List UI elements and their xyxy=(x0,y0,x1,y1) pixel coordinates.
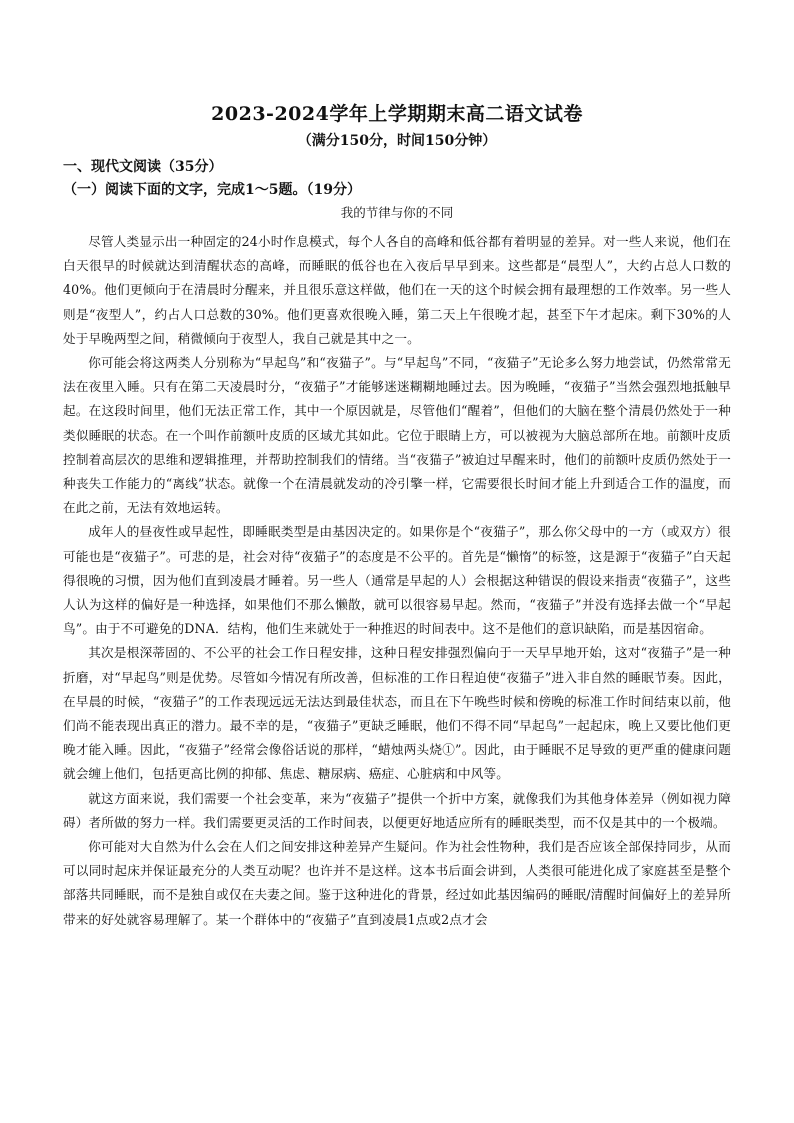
paragraph: 成年人的昼夜性或早起性，即睡眠类型是由基因决定的。如果你是个“夜猫子”，那么你父母中的一方（或双方）很可能也是“夜猫子”。可悲的是，社会对待“夜猫子”的态度是不公平的。首先是“懒惰”的标签，这是源于“夜猫子”白天起得很晚的习惯，因为他们直到凌晨才睡着。另一些人（通常是早起的人）会根据这种错误的假设来指责“夜猫子”，这些人认为这样的偏好是一种选择，如果他们不那么懒散，就可以很容易早起。然而，“夜猫子”并没有选择去做一个“早起鸟”。由于不可避免的DNA．结构，他们生来就处于一种推迟的时间表中。这不是他们的意识缺陷，而是基因宿命。 xyxy=(63,524,731,637)
paragraph: 尽管人类显示出一种固定的24小时作息模式，每个人各自的高峰和低谷都有着明显的差异。对一些人来说，他们在白天很早的时候就达到清醒状态的高峰，而睡眠的低谷也在入夜后早早到来。这些都是“晨型人”，大约占总人口数的40%。他们更倾向于在清晨时分醒来，并且很乐意这样做，他们在一天的这个时候会拥有最理想的工作效率。另一些人则是“夜型人”，约占人口总数的30%。他们更喜欢很晚入睡，第二天上午很晚才起，甚至下午才起床。剩下30%的人处于早晚两型之间，稍微倾向于夜型人，我自己就是其中之一。 xyxy=(63,234,731,346)
exam-subtitle: （满分150分，时间150分钟） xyxy=(297,133,497,149)
article-body xyxy=(63,230,731,932)
exam-title: 2023-2024学年上学期期末高二语文试卷 xyxy=(211,103,583,125)
paragraph: 其次是根深蒂固的、不公平的社会工作日程安排，这种日程安排强烈偏向于一天早早地开始，这对“夜猫子”是一种折磨，对“早起鸟”则是优势。尽管如今情况有所改善，但标准的工作日程迫使“夜猫子”进入非自然的睡眠节奏。因此，在早晨的时候，“夜猫子”的工作表现远远无法达到最佳状态，而且在下午晚些时候和傍晚的标准工作时间结束以前，他们尚不能表现出真正的潜力。最不幸的是，“夜猫子”更缺乏睡眠，他们不得不同“早起鸟”一起起床，晚上又要比他们更晚才能入睡。因此，“夜猫子”经常会像俗话说的那样，“蜡烛两头烧①”。因此，由于睡眠不足导致的更严重的健康问题就会缠上他们，包括更高比例的抑郁、焦虑、糖尿病、癌症、心脏病和中风等。 xyxy=(63,645,731,782)
paragraph: 就这方面来说，我们需要一个社会变革，来为“夜猫子”提供一个折中方案，就像我们为其他身体差异（例如视力障碍）者所做的努力一样。我们需要更灵活的工作时间表，以便更好地适应所有的睡眠类型，而不仅是其中的一个极端。 xyxy=(63,790,731,830)
section-heading: 一、现代文阅读（35分） xyxy=(63,159,223,175)
paragraph: 你可能会将这两类人分别称为“早起鸟”和“夜猫子”。与“早起鸟”不同，“夜猫子”无论多么努力地尝试，仍然常常无法在夜里入睡。只有在第二天凌晨时分，“夜猫子”才能够迷迷糊糊地睡过去。因为晚睡，“夜猫子”当然会强烈地抵触早起。在这段时间里，他们无法正常工作，其中一个原因就是，尽管他们“醒着”，但他们的大脑在整个清晨仍然处于一种类似睡眠的状态。在一个叫作前额叶皮质的区域尤其如此。它位于眼睛上方，可以被视为大脑总部所在地。前额叶皮质控制着高层次的思维和逻辑推理，并帮助控制我们的情绪。当“夜猫子”被迫过早醒来时，他们的前额叶皮质仍然处于一种丧失工作能力的“离线”状态。就像一个在清晨就发动的冷引擎一样，它需要很长时间才能上升到适合工作的温度，而在此之前，无法有效地运转。 xyxy=(63,355,731,516)
article-title: 我的节律与你的不同 xyxy=(340,205,454,220)
paragraph: 你可能对大自然为什么会在人们之间安排这种差异产生疑问。作为社会性物种，我们是否应该全部保持同步，从而可以同时起床并保证最充分的人类互动呢？也许并不是这样。这本书后面会讲到，人类很可能进化成了家庭甚至是整个部落共同睡眠，而不是独自或仅在夫妻之间。鉴于这种进化的背景，经过如此基因编码的睡眠/清醒时间偏好上的差异所带来的好处就容易理解了。某一个群体中的“夜猫子”直到凌晨1点或2点才会 xyxy=(63,839,731,927)
subsection-heading: （一）阅读下面的文字，完成1～5题。（19分） xyxy=(63,182,361,198)
